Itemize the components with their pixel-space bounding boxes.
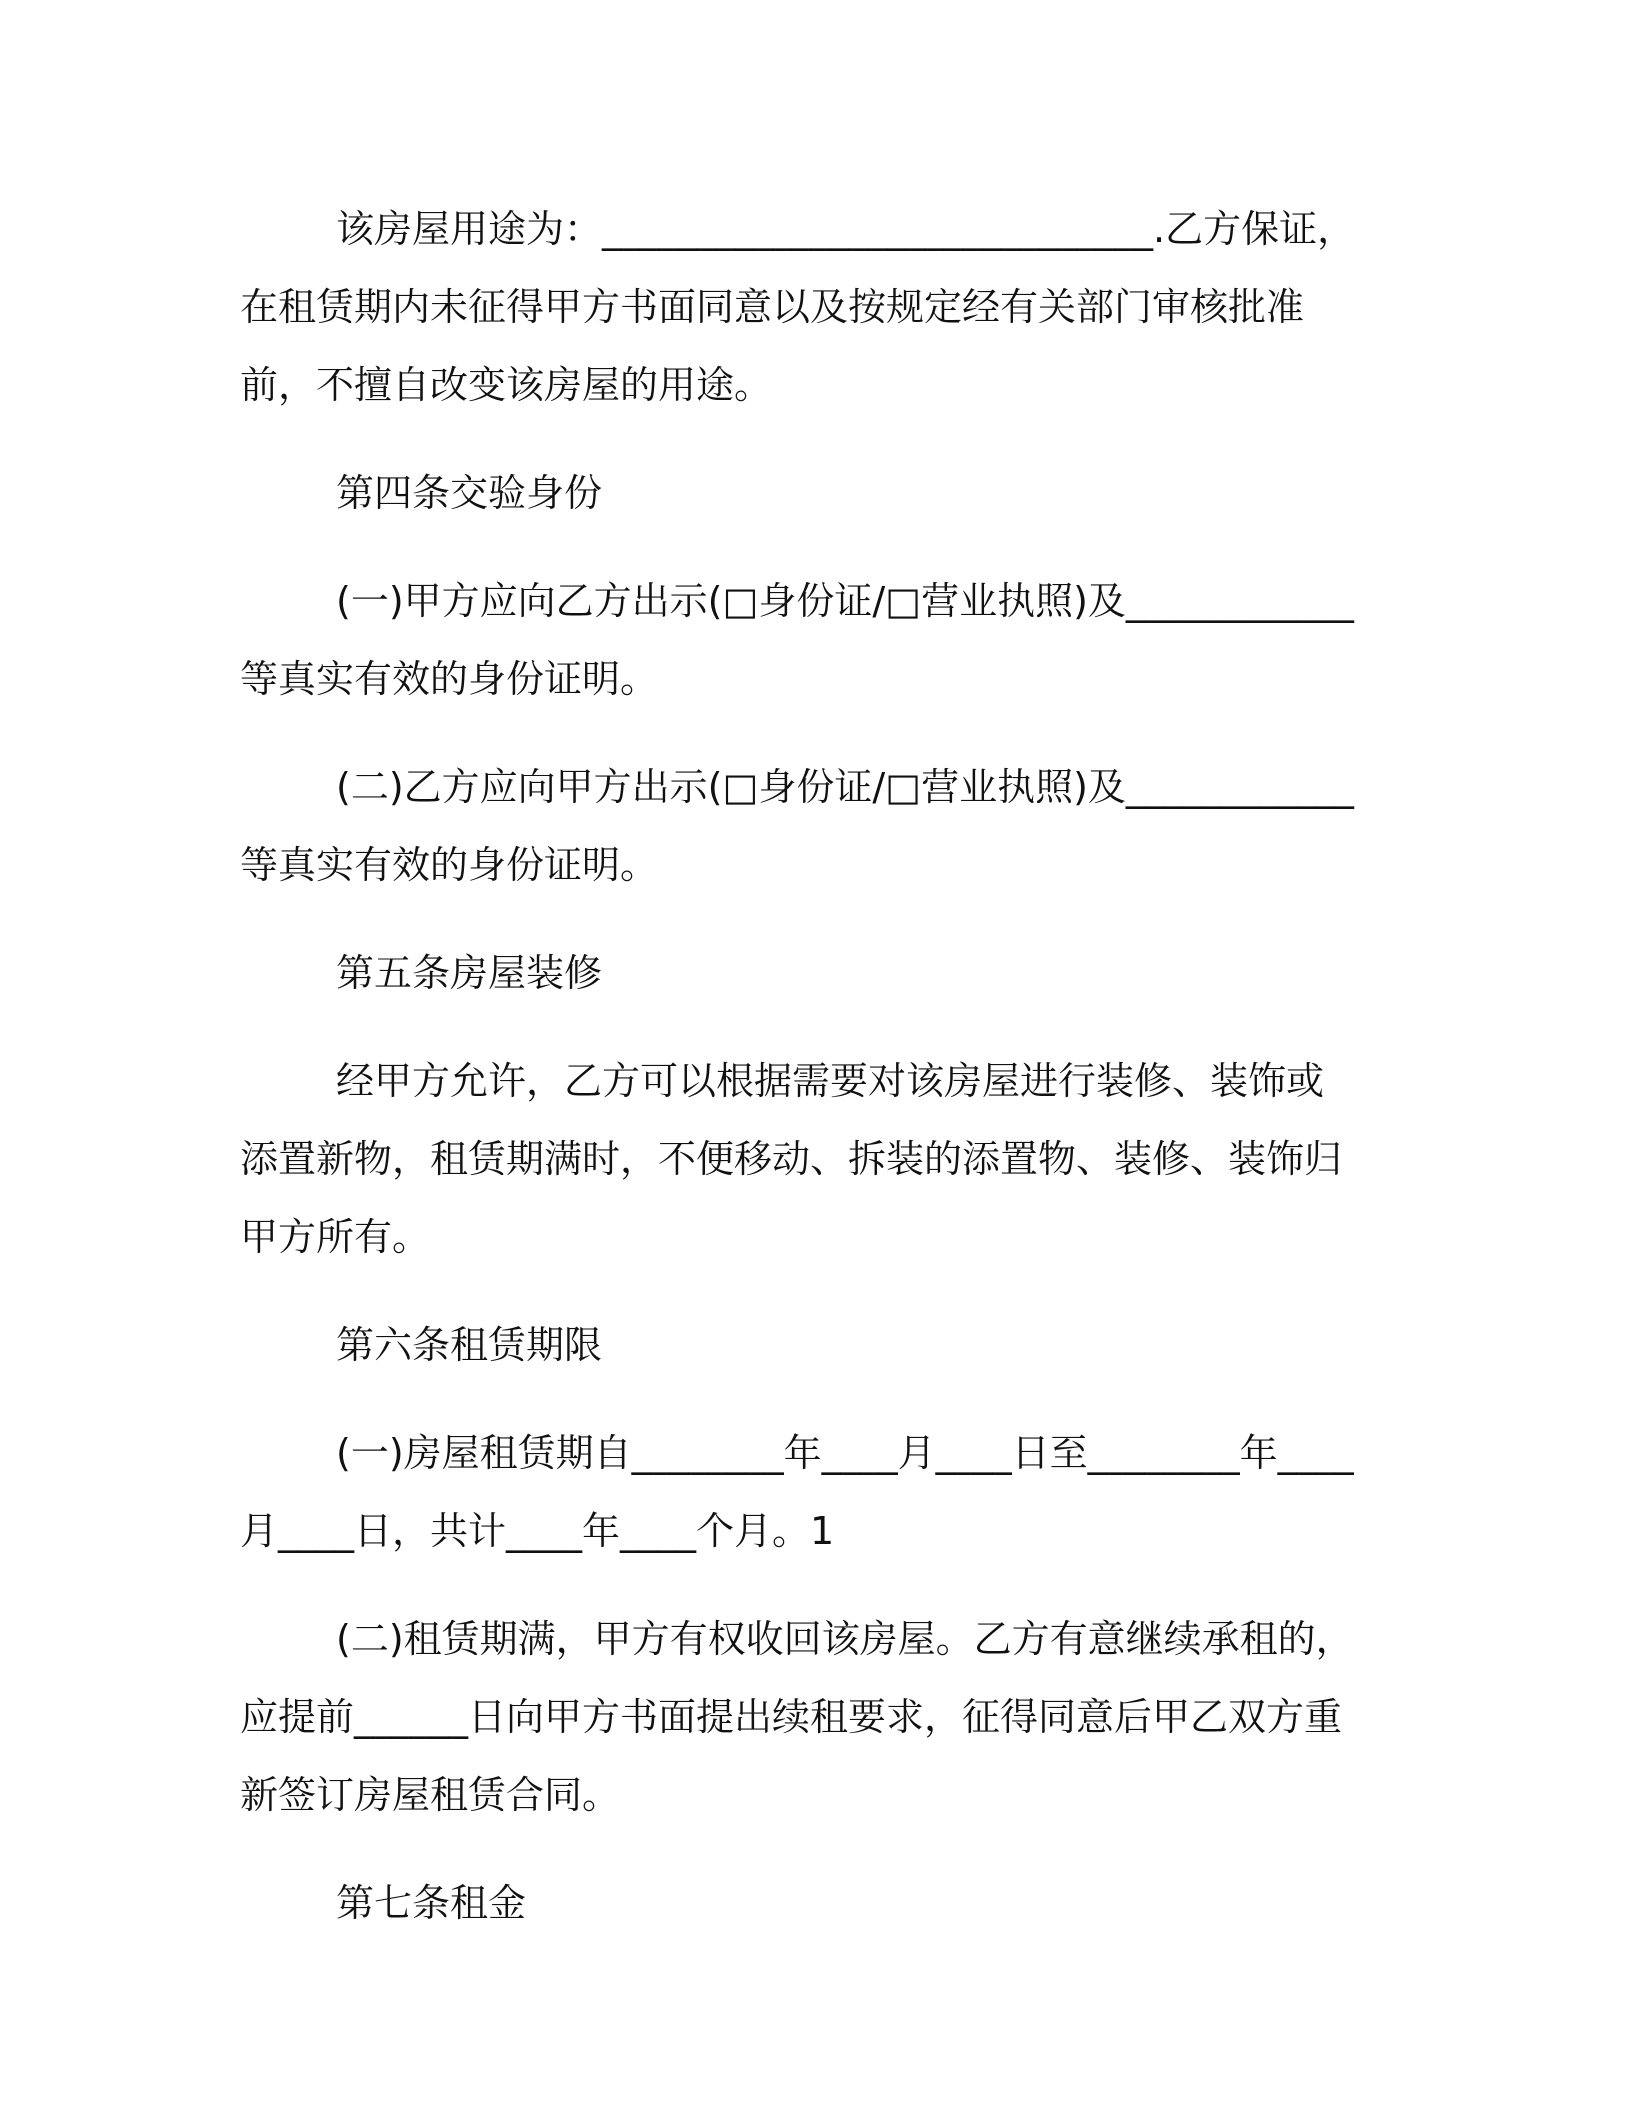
article-6-title: 第六条租赁期限 <box>336 1323 603 1367</box>
paragraph-article-5-body: 经甲方允许，乙方可以根据需要对该房屋进行装修、装饰或添置新物，租赁期满时，不便移动、拆装的添置物、装修、装饰归甲方所有。 <box>240 1059 1343 1259</box>
article-4-title: 第四条交验身份 <box>336 471 603 515</box>
paragraph-article-6-item-1: (一)房屋租赁期自________年____月____日至________年____月____日，共计____年____个月。1 <box>240 1431 1354 1553</box>
paragraph-article-6-item-2: (二)租赁期满，甲方有权收回该房屋。乙方有意继续承租的，应提前______日向甲方书面提出续租要求，征得同意后甲乙双方重新签订房屋租赁合同。 <box>240 1617 1354 1817</box>
article-7-title: 第七条租金 <box>336 1881 527 1925</box>
paragraph-article-4-item-2: (二)乙方应向甲方出示(□身份证/□营业执照)及____________等真实有效的身份证明。 <box>240 765 1354 887</box>
document-page <box>240 190 1360 1942</box>
paragraph-usage: 该房屋用途为：_____________________________.乙方保证，在租赁期内未征得甲方书面同意以及按规定经有关部门审核批准前，不擅自改变该房屋的用途。 <box>240 207 1356 407</box>
article-5-title: 第五条房屋装修 <box>336 951 603 995</box>
paragraph-article-4-item-1: (一)甲方应向乙方出示(□身份证/□营业执照)及____________等真实有效的身份证明。 <box>240 579 1354 701</box>
